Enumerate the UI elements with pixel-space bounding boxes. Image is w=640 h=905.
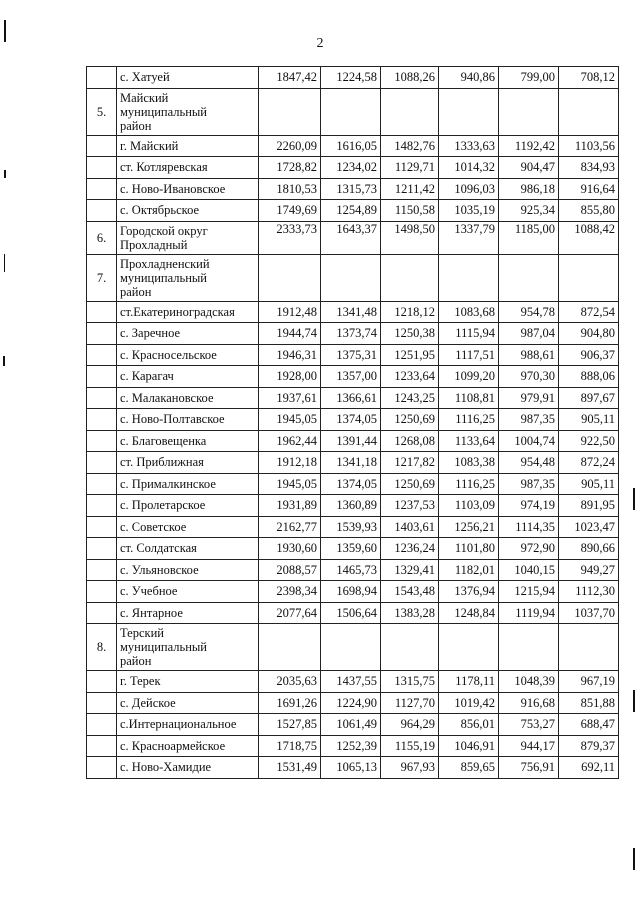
table-row xyxy=(87,452,619,474)
settlement-name: с. Красносельское xyxy=(117,344,259,366)
value-cell: 1498,50 xyxy=(381,221,439,254)
value-cell: 1155,19 xyxy=(381,735,439,757)
table-row xyxy=(87,178,619,200)
value-cell: 904,47 xyxy=(499,157,559,179)
value-cell: 905,11 xyxy=(559,473,619,495)
row-number xyxy=(87,301,117,323)
value-cell xyxy=(559,88,619,135)
value-cell: 1233,64 xyxy=(381,366,439,388)
row-number: 5. xyxy=(87,88,117,135)
value-cell: 1333,63 xyxy=(439,135,499,157)
table-row xyxy=(87,495,619,517)
settlement-name: г. Майский xyxy=(117,135,259,157)
value-cell: 1215,94 xyxy=(499,581,559,603)
value-cell: 799,00 xyxy=(499,67,559,89)
value-cell: 906,37 xyxy=(559,344,619,366)
value-cell xyxy=(559,254,619,301)
value-cell: 1046,91 xyxy=(439,735,499,757)
table-row xyxy=(87,135,619,157)
value-cell xyxy=(259,624,321,671)
settlement-name: с. Дейское xyxy=(117,692,259,714)
value-cell: 1108,81 xyxy=(439,387,499,409)
value-cell: 1083,38 xyxy=(439,452,499,474)
value-cell: 1037,70 xyxy=(559,602,619,624)
value-cell: 855,80 xyxy=(559,200,619,222)
table-row xyxy=(87,581,619,603)
district-row xyxy=(87,254,619,301)
value-cell: 967,93 xyxy=(381,757,439,779)
value-cell: 872,54 xyxy=(559,301,619,323)
value-cell: 1531,49 xyxy=(259,757,321,779)
value-cell: 2077,64 xyxy=(259,602,321,624)
table-row xyxy=(87,602,619,624)
value-cell: 916,64 xyxy=(559,178,619,200)
value-cell: 1315,73 xyxy=(321,178,381,200)
scan-mark xyxy=(4,254,5,272)
scan-mark xyxy=(633,488,635,510)
value-cell: 1116,25 xyxy=(439,473,499,495)
table-row xyxy=(87,157,619,179)
row-number xyxy=(87,387,117,409)
scan-mark xyxy=(4,20,6,42)
value-cell: 1691,26 xyxy=(259,692,321,714)
value-cell: 1127,70 xyxy=(381,692,439,714)
row-number xyxy=(87,135,117,157)
value-cell: 2088,57 xyxy=(259,559,321,581)
value-cell: 1129,71 xyxy=(381,157,439,179)
value-cell: 2333,73 xyxy=(259,221,321,254)
value-cell: 1937,61 xyxy=(259,387,321,409)
value-cell: 1945,05 xyxy=(259,409,321,431)
value-cell: 1374,05 xyxy=(321,473,381,495)
value-cell xyxy=(439,254,499,301)
table-row xyxy=(87,409,619,431)
settlement-name: с. Пролетарское xyxy=(117,495,259,517)
value-cell: 1482,76 xyxy=(381,135,439,157)
table-row xyxy=(87,344,619,366)
settlement-name: с.Интернациональное xyxy=(117,714,259,736)
value-cell: 1376,94 xyxy=(439,581,499,603)
settlement-name: ст.Екатериноградская xyxy=(117,301,259,323)
value-cell: 1718,75 xyxy=(259,735,321,757)
value-cell: 1506,64 xyxy=(321,602,381,624)
value-cell: 1373,74 xyxy=(321,323,381,345)
table-row xyxy=(87,301,619,323)
value-cell: 1236,24 xyxy=(381,538,439,560)
value-cell: 1019,42 xyxy=(439,692,499,714)
table-row xyxy=(87,473,619,495)
row-number xyxy=(87,452,117,474)
value-cell: 1150,58 xyxy=(381,200,439,222)
value-cell: 1527,85 xyxy=(259,714,321,736)
value-cell: 1437,55 xyxy=(321,671,381,693)
district-name: Майский муниципальный район xyxy=(117,88,259,135)
value-cell xyxy=(381,88,439,135)
row-number xyxy=(87,538,117,560)
value-cell: 1945,05 xyxy=(259,473,321,495)
value-cell: 1185,00 xyxy=(499,221,559,254)
value-cell: 979,91 xyxy=(499,387,559,409)
settlement-name: с. Ульяновское xyxy=(117,559,259,581)
tariff-table xyxy=(86,66,619,779)
value-cell: 1254,89 xyxy=(321,200,381,222)
row-number xyxy=(87,495,117,517)
row-number xyxy=(87,323,117,345)
value-cell: 1341,48 xyxy=(321,301,381,323)
value-cell xyxy=(439,88,499,135)
row-number xyxy=(87,692,117,714)
value-cell: 1810,53 xyxy=(259,178,321,200)
value-cell: 1728,82 xyxy=(259,157,321,179)
value-cell: 916,68 xyxy=(499,692,559,714)
value-cell: 1243,25 xyxy=(381,387,439,409)
value-cell: 972,90 xyxy=(499,538,559,560)
district-row xyxy=(87,624,619,671)
district-name: Городской округ Прохладный xyxy=(117,221,259,254)
table-row xyxy=(87,366,619,388)
table-row xyxy=(87,200,619,222)
value-cell: 1250,69 xyxy=(381,473,439,495)
value-cell: 1643,37 xyxy=(321,221,381,254)
value-cell: 987,35 xyxy=(499,409,559,431)
value-cell: 1928,00 xyxy=(259,366,321,388)
value-cell: 1944,74 xyxy=(259,323,321,345)
value-cell: 986,18 xyxy=(499,178,559,200)
value-cell: 753,27 xyxy=(499,714,559,736)
value-cell: 2398,34 xyxy=(259,581,321,603)
scan-mark xyxy=(4,170,6,178)
page-number: 2 xyxy=(316,36,324,51)
value-cell: 1256,21 xyxy=(439,516,499,538)
row-number xyxy=(87,714,117,736)
district-row xyxy=(87,88,619,135)
value-cell: 1023,47 xyxy=(559,516,619,538)
value-cell: 1112,30 xyxy=(559,581,619,603)
value-cell: 1250,69 xyxy=(381,409,439,431)
value-cell: 1217,82 xyxy=(381,452,439,474)
table-row xyxy=(87,692,619,714)
value-cell: 1698,94 xyxy=(321,581,381,603)
row-number xyxy=(87,602,117,624)
value-cell: 925,34 xyxy=(499,200,559,222)
value-cell xyxy=(499,624,559,671)
value-cell: 756,91 xyxy=(499,757,559,779)
value-cell: 970,30 xyxy=(499,366,559,388)
value-cell: 2162,77 xyxy=(259,516,321,538)
value-cell: 1004,74 xyxy=(499,430,559,452)
row-number xyxy=(87,157,117,179)
settlement-name: с. Ново-Ивановское xyxy=(117,178,259,200)
settlement-name: ст. Солдатская xyxy=(117,538,259,560)
settlement-name: ст. Приближная xyxy=(117,452,259,474)
value-cell: 940,86 xyxy=(439,67,499,89)
value-cell: 890,66 xyxy=(559,538,619,560)
value-cell: 1248,84 xyxy=(439,602,499,624)
value-cell: 1115,94 xyxy=(439,323,499,345)
row-number xyxy=(87,430,117,452)
value-cell: 897,67 xyxy=(559,387,619,409)
value-cell xyxy=(321,88,381,135)
value-cell: 2035,63 xyxy=(259,671,321,693)
value-cell: 987,35 xyxy=(499,473,559,495)
value-cell: 1375,31 xyxy=(321,344,381,366)
value-cell: 1341,18 xyxy=(321,452,381,474)
settlement-name: с. Ново-Полтавское xyxy=(117,409,259,431)
value-cell: 1088,42 xyxy=(559,221,619,254)
value-cell xyxy=(499,254,559,301)
value-cell: 1192,42 xyxy=(499,135,559,157)
value-cell: 1035,19 xyxy=(439,200,499,222)
value-cell: 834,93 xyxy=(559,157,619,179)
value-cell xyxy=(259,88,321,135)
value-cell: 888,06 xyxy=(559,366,619,388)
value-cell: 1252,39 xyxy=(321,735,381,757)
value-cell: 1133,64 xyxy=(439,430,499,452)
table-row xyxy=(87,559,619,581)
value-cell: 1114,35 xyxy=(499,516,559,538)
table-row xyxy=(87,735,619,757)
value-cell xyxy=(381,254,439,301)
value-cell: 1360,89 xyxy=(321,495,381,517)
row-number xyxy=(87,200,117,222)
table-row xyxy=(87,323,619,345)
value-cell: 856,01 xyxy=(439,714,499,736)
value-cell: 1096,03 xyxy=(439,178,499,200)
value-cell xyxy=(259,254,321,301)
value-cell: 1234,02 xyxy=(321,157,381,179)
value-cell: 1014,32 xyxy=(439,157,499,179)
value-cell: 1083,68 xyxy=(439,301,499,323)
value-cell: 1931,89 xyxy=(259,495,321,517)
table-row xyxy=(87,714,619,736)
table-row xyxy=(87,757,619,779)
value-cell: 1103,56 xyxy=(559,135,619,157)
value-cell: 1930,60 xyxy=(259,538,321,560)
settlement-name: с. Заречное xyxy=(117,323,259,345)
value-cell: 1178,11 xyxy=(439,671,499,693)
row-number xyxy=(87,366,117,388)
settlement-name: г. Терек xyxy=(117,671,259,693)
value-cell: 2260,09 xyxy=(259,135,321,157)
settlement-name: с. Карагач xyxy=(117,366,259,388)
value-cell: 949,27 xyxy=(559,559,619,581)
row-number xyxy=(87,473,117,495)
value-cell: 1374,05 xyxy=(321,409,381,431)
value-cell: 922,50 xyxy=(559,430,619,452)
value-cell xyxy=(439,624,499,671)
table-row xyxy=(87,671,619,693)
value-cell: 1251,95 xyxy=(381,344,439,366)
row-number xyxy=(87,67,117,89)
row-number xyxy=(87,178,117,200)
value-cell: 1040,15 xyxy=(499,559,559,581)
settlement-name: с. Благовещенка xyxy=(117,430,259,452)
row-number xyxy=(87,581,117,603)
value-cell: 1099,20 xyxy=(439,366,499,388)
value-cell: 1048,39 xyxy=(499,671,559,693)
value-cell: 1224,90 xyxy=(321,692,381,714)
value-cell: 1211,42 xyxy=(381,178,439,200)
value-cell: 1103,09 xyxy=(439,495,499,517)
scan-mark xyxy=(633,690,635,712)
value-cell: 1088,26 xyxy=(381,67,439,89)
value-cell: 1315,75 xyxy=(381,671,439,693)
value-cell: 964,29 xyxy=(381,714,439,736)
value-cell: 954,48 xyxy=(499,452,559,474)
settlement-name: с. Октябрьское xyxy=(117,200,259,222)
row-number xyxy=(87,344,117,366)
value-cell: 1465,73 xyxy=(321,559,381,581)
value-cell: 1250,38 xyxy=(381,323,439,345)
value-cell: 1749,69 xyxy=(259,200,321,222)
row-number: 8. xyxy=(87,624,117,671)
district-name: Прохладненский муниципальный район xyxy=(117,254,259,301)
row-number xyxy=(87,409,117,431)
value-cell: 967,19 xyxy=(559,671,619,693)
value-cell: 1912,48 xyxy=(259,301,321,323)
value-cell: 1403,61 xyxy=(381,516,439,538)
value-cell: 1061,49 xyxy=(321,714,381,736)
value-cell: 1237,53 xyxy=(381,495,439,517)
value-cell: 1946,31 xyxy=(259,344,321,366)
value-cell xyxy=(321,254,381,301)
value-cell: 954,78 xyxy=(499,301,559,323)
value-cell: 851,88 xyxy=(559,692,619,714)
settlement-name: с. Советское xyxy=(117,516,259,538)
value-cell: 1912,18 xyxy=(259,452,321,474)
value-cell: 905,11 xyxy=(559,409,619,431)
value-cell: 1539,93 xyxy=(321,516,381,538)
settlement-name: с. Прималкинское xyxy=(117,473,259,495)
value-cell: 987,04 xyxy=(499,323,559,345)
settlement-name: с. Красноармейское xyxy=(117,735,259,757)
table-row xyxy=(87,387,619,409)
value-cell: 1268,08 xyxy=(381,430,439,452)
row-number: 7. xyxy=(87,254,117,301)
table-row xyxy=(87,430,619,452)
value-cell: 1337,79 xyxy=(439,221,499,254)
value-cell: 1616,05 xyxy=(321,135,381,157)
value-cell: 1224,58 xyxy=(321,67,381,89)
row-number xyxy=(87,735,117,757)
value-cell xyxy=(559,624,619,671)
value-cell: 859,65 xyxy=(439,757,499,779)
value-cell: 1117,51 xyxy=(439,344,499,366)
table-body xyxy=(87,67,619,779)
value-cell: 891,95 xyxy=(559,495,619,517)
scan-mark xyxy=(3,356,5,366)
row-number xyxy=(87,559,117,581)
value-cell xyxy=(321,624,381,671)
value-cell: 1116,25 xyxy=(439,409,499,431)
value-cell: 988,61 xyxy=(499,344,559,366)
row-number xyxy=(87,671,117,693)
district-name: Терский муниципальный район xyxy=(117,624,259,671)
value-cell: 1366,61 xyxy=(321,387,381,409)
value-cell: 708,12 xyxy=(559,67,619,89)
value-cell: 1383,28 xyxy=(381,602,439,624)
value-cell: 1543,48 xyxy=(381,581,439,603)
value-cell: 1357,00 xyxy=(321,366,381,388)
settlement-name: с. Учебное xyxy=(117,581,259,603)
table-row xyxy=(87,538,619,560)
value-cell: 1119,94 xyxy=(499,602,559,624)
settlement-name: с. Янтарное xyxy=(117,602,259,624)
row-number xyxy=(87,757,117,779)
scan-mark xyxy=(633,848,635,870)
value-cell: 688,47 xyxy=(559,714,619,736)
value-cell: 1101,80 xyxy=(439,538,499,560)
row-number: 6. xyxy=(87,221,117,254)
district-row xyxy=(87,221,619,254)
value-cell xyxy=(381,624,439,671)
value-cell: 1065,13 xyxy=(321,757,381,779)
value-cell: 1962,44 xyxy=(259,430,321,452)
value-cell: 872,24 xyxy=(559,452,619,474)
table-row xyxy=(87,67,619,89)
settlement-name: с. Малакановское xyxy=(117,387,259,409)
row-number xyxy=(87,516,117,538)
value-cell: 1329,41 xyxy=(381,559,439,581)
value-cell xyxy=(499,88,559,135)
value-cell: 1182,01 xyxy=(439,559,499,581)
value-cell: 692,11 xyxy=(559,757,619,779)
value-cell: 1847,42 xyxy=(259,67,321,89)
settlement-name: с. Ново-Хамидие xyxy=(117,757,259,779)
value-cell: 879,37 xyxy=(559,735,619,757)
value-cell: 944,17 xyxy=(499,735,559,757)
value-cell: 1218,12 xyxy=(381,301,439,323)
settlement-name: ст. Котляревская xyxy=(117,157,259,179)
value-cell: 974,19 xyxy=(499,495,559,517)
value-cell: 904,80 xyxy=(559,323,619,345)
settlement-name: с. Хатуей xyxy=(117,67,259,89)
value-cell: 1391,44 xyxy=(321,430,381,452)
value-cell: 1359,60 xyxy=(321,538,381,560)
table-row xyxy=(87,516,619,538)
